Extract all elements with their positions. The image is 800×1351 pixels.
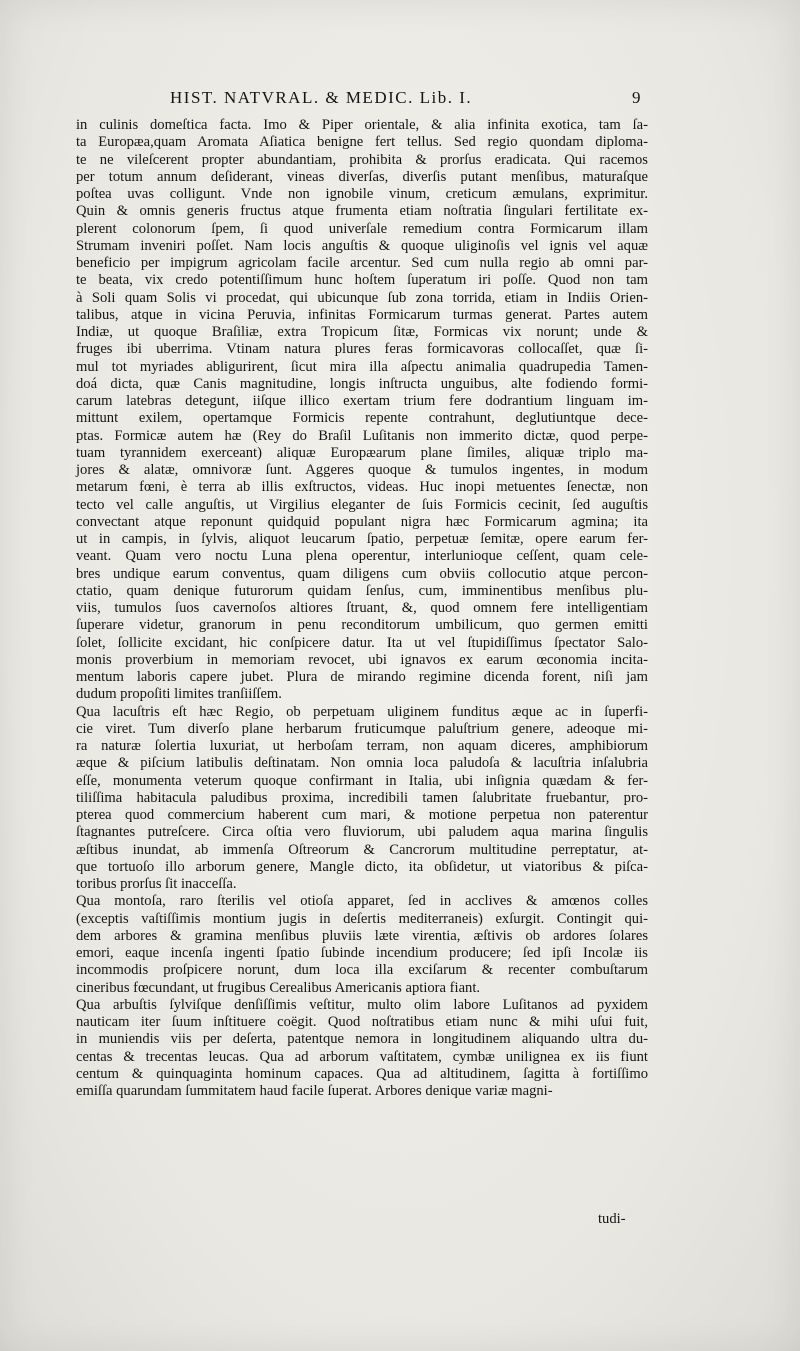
text-line: emiſſa quarundam ſummitatem haud facile ſuperat. Arbores denique variæ magni- [76, 1083, 553, 1099]
text-line: toribus prorſus ſit inacceſſa. [76, 876, 237, 892]
text-line: tuam tyrannidem exerceant) aliquæ Europæarum plane ſimiles, aliquæ triplo ma- [76, 444, 648, 461]
text-line: ctatio, quam denique futurorum quidam ſenſus, cum, imminentibus menſibus plu- [76, 582, 648, 599]
text-line: poſtea uvas colligunt. Vnde non ignobile vinum, creticum æmulans, exprimitur. [76, 186, 648, 202]
text-line: ta Europæa,quam Aromata Aſiatica benigne fert tellus. Sed regio quondam diploma- [76, 134, 648, 151]
body-text [76, 117, 648, 1100]
text-line: ſtagnantes putreſcere. Circa oſtia vero fluviorum, ubi paludem aqua marina ſingulis [76, 824, 648, 841]
text-line: te beata, vix credo potentiſſimum hunc hoſtem ſuperatum iri poſſe. Quod non tam [76, 272, 648, 289]
text-line: que tortuoſo illo arborum genere, Mangle dicto, ita obſidetur, ut viatoribus & piſca- [76, 858, 648, 875]
text-line: dem arbores & gramina menſibus pluviis læte virentia, æſtivis ob ardores ſolares [76, 927, 648, 944]
text-line: plerent colonorum ſpem, ſi quod univerſale remedium contra Formicarum illam [76, 220, 648, 237]
text-line: æſtibus inundat, ab immenſa Oſtreorum & Cancrorum multitudine perreptatur, at- [76, 841, 648, 858]
text-line: incommodis proſpicere norunt, dum loca illa exciſarum & recenter combuſtarum [76, 962, 648, 979]
text-line: ſolet, ſollicite excidant, hic conſpicere datur. Ita ut vel ſtupidiſſimus ſpectator Salo- [76, 634, 648, 651]
text-line: carum latebras detegunt, iiſque illico exertam trium fere dodrantium linguam im- [76, 393, 648, 409]
text-line: ſuperare videtur, granorum in penu reconditorum umbilicum, quo germen emitti [76, 617, 648, 634]
paragraph [76, 893, 648, 997]
text-line: in muniendis viis per deſerta, patentque nemora in longitudinem aliquando ultra du- [76, 1031, 648, 1048]
running-head [170, 88, 650, 108]
catchword: tudi- [598, 1211, 626, 1227]
text-line: dudum propoſiti limites tranſiiſſem. [76, 686, 282, 703]
text-line: Qua arbuſtis ſylviſque denſiſſimis veſtitur, multo olim labore Luſitanos ad pyxidem [76, 996, 648, 1013]
text-line: viis, tumulos ſuos cavernoſos altiores ſtruant, &, quod omnem fere intelligentiam [76, 600, 648, 616]
text-line: metarum fœni, è terra ab illis exſtructos, videas. Huc inopi metuentes ſenectæ, non [76, 479, 648, 496]
text-line: Qua lacuſtris eſt hæc Regio, ob perpetuam uliginem funditus æque ac in ſuperfi- [76, 703, 648, 720]
text-line: veant. Quam vero noctu Luna plena operentur, interlunioque ceſſent, quam cele- [76, 548, 648, 565]
text-line: jores & alatæ, omnivoræ ſunt. Aggeres quoque & tumulos ingentes, in modum [76, 462, 648, 478]
text-line: à Soli quam Solis vi procedat, qui ubicunque ſub zona torrida, etiam in Indiis Orien- [76, 289, 648, 306]
text-line: ptas. Formicæ autem hæ (Rey do Braſil Luſitanis non immerito dictæ, quod perpe- [76, 427, 648, 444]
text-line: mentum laboris capere jubet. Plura de mirando regimine dicenda forent, niſi jam [76, 669, 648, 685]
text-line: Qua montoſa, raro ſterilis vel otioſa apparet, ſed in acclives & amœnos colles [76, 893, 648, 910]
text-line: emori, eaque incenſa ingenti ſpatio ſubinde incendium producere; ſed ipſi Incolæ iis [76, 945, 648, 961]
text-line: cie viret. Tum diverſo plane herbarum fruticumque paluſtrium genere, adeoque mi- [76, 720, 648, 737]
text-line: eſſe, monumenta veterum quoque confirmant in Italia, ubi inſignia quædam & fer- [76, 772, 648, 789]
running-head-title: HIST. NATVRAL. & MEDIC. Lib. I. [170, 88, 473, 107]
text-line: centum & quinquaginta hominum capaces. Qua ad altitudinem, ſagitta à fortiſſimo [76, 1065, 648, 1082]
text-line: mittunt exilem, opertamque Formicis repente contrahunt, deglutiuntque dece- [76, 410, 648, 427]
paragraph [76, 117, 648, 704]
text-line: centas & trecentas leucas. Qua ad arborum vaſtitatem, cymbæ unilignea ex iis fiunt [76, 1048, 648, 1065]
text-line: bres undique earum conventus, quam diligens cum obviis collocutio atque percon- [76, 565, 648, 582]
text-line: fruges ibi uberrima. Vtinam natura plures feras formicavoras collocaſſet, quæ ſi- [76, 341, 648, 358]
text-line: te ne vileſcerent propter abundantiam, prohibita & prorſus eradicata. Qui racemos [76, 151, 648, 168]
text-line: (exceptis vaſtiſſimis montium jugis in deſertis mediterraneis) exſurgit. Contingit qui- [76, 910, 648, 927]
text-line: doá dicta, quæ Canis magnitudine, longis inſtructa unguibus, alte fodiendo formi- [76, 375, 648, 392]
text-line: talibus, atque in vicina Peruvia, infinitas Formicarum turmas generat. Partes autem [76, 306, 648, 323]
page-number: 9 [632, 88, 642, 107]
text-line: beneficio per impigrum agricolam facile arcentur. Sed cum nulla regio ab omni par- [76, 255, 648, 271]
text-line: æque & piſcium latibulis deſtinatam. Non omnia loca paludoſa & lacuſtria inſalubria [76, 755, 648, 772]
text-line: ra naturæ ſolertia luxuriat, ut herboſam terram, non aquam diceres, amphibiorum [76, 738, 648, 754]
text-line: nauticam iter ſuum inſtituere coëgit. Quod noſtratibus etiam nunc & mihi uſui fuit, [76, 1014, 648, 1030]
paragraph [76, 997, 648, 1101]
text-line: pterea quod commercium haberent cum mari, & motione perpetua non paterentur [76, 807, 648, 823]
text-line: tecto vel calle anguſtis, ut Virgilius eleganter de ſuis Formicis cecinit, ſed auguſtis [76, 496, 648, 513]
text-line: cineribus fœcundant, ut frugibus Cerealibus Americanis aptiora fiant. [76, 979, 481, 996]
text-line: Indiæ, ut quoque Braſiliæ, extra Tropicum ſitæ, Formicas vix norunt; unde & [76, 324, 648, 340]
text-line: Strumam inveniri poſſet. Nam locis anguſtis & quoque uliginoſis vel ignis vel aquæ [76, 237, 648, 254]
paragraph [76, 704, 648, 894]
text-line: Quin & omnis generis fructus atque frumenta etiam noſtratia ſingulari fertilitate ex- [76, 203, 648, 220]
text-line: per totum annum deſiderant, vineas diverſas, diverſis putant menſibus, maturaſque [76, 168, 648, 185]
text-line: mul tot myriades abligurirent, ſicut mira illa aſpectu animalia quadrupedia Tamen- [76, 358, 648, 375]
text-line: ut in campis, in ſylvis, aliquot leucarum ſpatio, perpetuæ ſemitæ, opere earum fer- [76, 531, 648, 547]
text-line: in culinis domeſtica facta. Imo & Piper orientale, & alia infinita exotica, tam ſa- [76, 117, 648, 133]
text-line: monis proverbium in memoriam revocet, ubi ignavos ex earum œconomia incita- [76, 651, 648, 668]
text-line: tiliſſima habitacula paludibus proxima, incredibili tamen ſalubritate fruebantur, pro- [76, 789, 648, 806]
text-line: convectant atque reponunt quidquid populant nigra hæc Formicarum agmina; ita [76, 513, 648, 530]
